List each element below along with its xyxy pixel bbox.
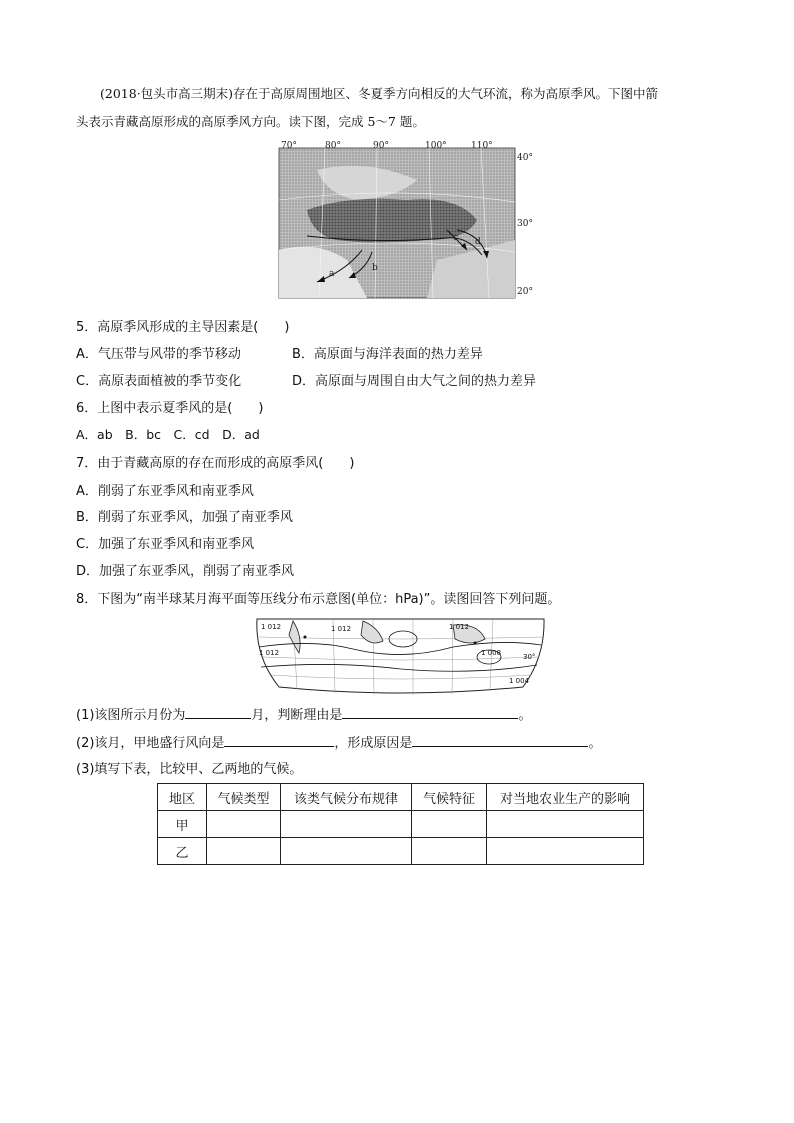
isobar-label-1: 1 012 <box>261 623 282 631</box>
location-jia <box>304 636 307 639</box>
table-cell[interactable] <box>487 838 644 865</box>
q7-option-a: A．削弱了东亚季风和南亚季风 <box>76 484 254 499</box>
q7-stem: 7．由于青藏高原的存在而形成的高原季风( ) <box>76 456 355 471</box>
table-cell[interactable] <box>207 838 281 865</box>
lon-label-110: 110° <box>471 141 493 151</box>
table-cell[interactable] <box>281 838 412 865</box>
q8-sub1-text-a: (1)该图所示月份为 <box>76 708 186 723</box>
header-region: 地区 <box>158 784 207 811</box>
isobar-label-2: 1 012 <box>331 625 352 633</box>
location-yi <box>474 642 477 645</box>
lon-label-100: 100° <box>425 141 447 151</box>
row-label-jia: 甲 <box>158 811 207 838</box>
arrow-label-a: a <box>329 269 335 279</box>
isobar-label-6: 1 004 <box>509 677 530 685</box>
q6-options: A．ab B．bc C．cd D．ad <box>76 427 260 442</box>
q8-sub1-reason-blank[interactable] <box>342 706 518 719</box>
lon-label-90: 90° <box>373 141 389 151</box>
q7-option-b: B．削弱了东亚季风，加强了南亚季风 <box>76 510 293 525</box>
q8-sub2-text-c: 。 <box>588 736 602 751</box>
table-cell[interactable] <box>412 811 487 838</box>
q7-option-d: D．加强了东亚季风，削弱了南亚季风 <box>76 564 295 579</box>
table-cell[interactable] <box>412 838 487 865</box>
arrow-label-c: c <box>453 233 459 243</box>
header-distribution: 该类气候分布规律 <box>281 784 412 811</box>
q8-sub2-cause-blank[interactable] <box>412 734 588 747</box>
q8-stem: 8．下图为“南半球某月海平面等压线分布示意图(单位：hPa)”。读图回答下列问题。 <box>76 592 561 607</box>
table-cell[interactable] <box>487 811 644 838</box>
q6-stem: 6．上图中表示夏季风的是( ) <box>76 401 264 416</box>
q5-option-a: A．气压带与风带的季节移动 <box>76 347 241 362</box>
plateau-monsoon-map <box>277 140 542 302</box>
q5-option-b: B．高原面与海洋表面的热力差异 <box>292 347 483 362</box>
header-climate-type: 气候类型 <box>207 784 281 811</box>
isobar-map-svg <box>253 617 548 695</box>
q8-sub1 <box>76 704 531 723</box>
plateau-map-svg <box>277 140 542 302</box>
q8-sub2-text-a: (2)该月，甲地盛行风向是 <box>76 736 225 751</box>
lon-label-80: 80° <box>325 141 341 151</box>
lon-label-70: 70° <box>281 141 297 151</box>
arrow-label-d: d <box>475 237 481 247</box>
header-climate-features: 气候特征 <box>412 784 487 811</box>
row-label-yi: 乙 <box>158 838 207 865</box>
climate-comparison-table <box>157 783 644 865</box>
isobar-label-3: 1 012 <box>449 623 470 631</box>
table-row <box>158 838 644 865</box>
table-cell[interactable] <box>207 811 281 838</box>
q8-sub1-month-blank[interactable] <box>185 706 251 719</box>
lat-label-20: 20° <box>517 287 533 297</box>
tibetan-plateau <box>307 199 477 243</box>
q5-option-c: C．高原表面植被的季节变化 <box>76 374 242 389</box>
lat-label-40: 40° <box>517 153 533 163</box>
arrow-label-b: b <box>372 263 378 273</box>
isobar-label-5: 1 008 <box>481 649 502 657</box>
isobar-map <box>253 617 548 695</box>
lat-label-30: 30° <box>517 219 533 229</box>
q8-sub2-wind-blank[interactable] <box>224 734 334 747</box>
q8-sub1-text-b: 月，判断理由是 <box>251 708 343 723</box>
header-agriculture-impact: 对当地农业生产的影响 <box>487 784 644 811</box>
q7-option-c: C．加强了东亚季风和南亚季风 <box>76 537 255 552</box>
q8-sub1-text-c: 。 <box>518 708 532 723</box>
isobar-label-4: 1 012 <box>259 649 280 657</box>
q8-sub2-text-b: ，形成原因是 <box>334 736 413 751</box>
lat-label-30s: 30° <box>523 653 536 661</box>
intro-line-2: 头表示青藏高原形成的高原季风方向。读下图，完成 5～7 题。 <box>76 114 425 129</box>
table-header-row <box>158 784 644 811</box>
table-cell[interactable] <box>281 811 412 838</box>
q8-sub3: (3)填写下表，比较甲、乙两地的气候。 <box>76 762 303 777</box>
q5-stem: 5．高原季风形成的主导因素是( ) <box>76 320 290 335</box>
q8-sub2 <box>76 732 601 751</box>
table-row <box>158 811 644 838</box>
intro-line-1: (2018·包头市高三期末)存在于高原周围地区、冬夏季方向相反的大气环流，称为高原季风。下图中箭 <box>100 86 659 101</box>
q5-option-d: D．高原面与周围自由大气之间的热力差异 <box>292 374 537 389</box>
